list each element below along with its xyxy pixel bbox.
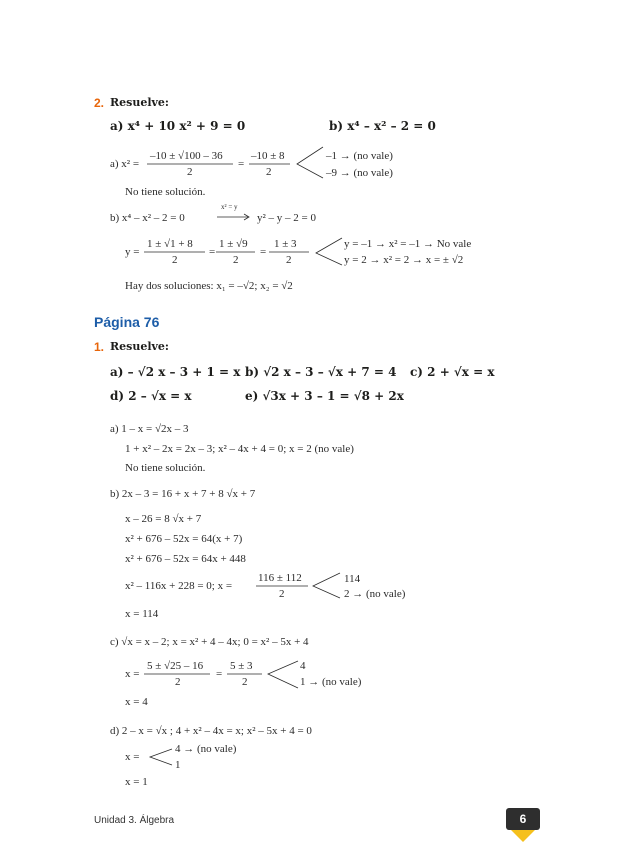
solution-b-line2: y² – y – 2 = 0 bbox=[257, 212, 317, 224]
branch-result: 4 → (no vale) bbox=[175, 743, 237, 755]
solution-b-line2: x – 26 = 8 √x + 7 bbox=[125, 513, 202, 525]
fraction-denominator: 2 bbox=[279, 588, 285, 600]
solution-b-line3: x² + 676 – 52x = 64(x + 7) bbox=[125, 533, 243, 545]
solution-d-result: x = 1 bbox=[125, 776, 148, 788]
solution-d-line1: d) 2 – x = √x ; 4 + x² – 4x = x; x² – 5x + 4 = 0 bbox=[110, 725, 312, 737]
substitution-label: x² = y bbox=[221, 203, 238, 211]
fraction-denominator: 2 bbox=[242, 676, 248, 688]
branch-result: 1 → (no vale) bbox=[300, 676, 362, 688]
equation-d: d) 2 – √x = x bbox=[110, 389, 192, 403]
branch-result: 4 bbox=[300, 660, 306, 672]
solution-c-line1: c) √x = x – 2; x = x² + 4 – 4x; 0 = x² – 5x + 4 bbox=[110, 636, 309, 648]
solution-b-line4: x² + 676 – 52x = 64x + 448 bbox=[125, 553, 246, 565]
solution-a-line1: a) 1 – x = √2x – 3 bbox=[110, 423, 189, 435]
fraction-numerator: 1 ± √1 + 8 bbox=[147, 238, 193, 250]
fraction-numerator: 1 ± √9 bbox=[219, 238, 248, 250]
fraction-numerator: 116 ± 112 bbox=[258, 572, 302, 584]
exercise-title: Resuelve: bbox=[110, 340, 169, 353]
branch-result: y = –1 → x² = –1 → No vale bbox=[344, 238, 472, 250]
variable-x: x = bbox=[125, 751, 140, 763]
fraction-numerator: 5 ± 3 bbox=[230, 660, 253, 672]
solution-b-result: x = 114 bbox=[125, 608, 159, 620]
equation-b: b) x⁴ – x² – 2 = 0 bbox=[329, 119, 436, 133]
solution-b-line5: x² – 116x + 228 = 0; x = bbox=[125, 580, 233, 592]
variable-y: y = bbox=[125, 246, 140, 258]
fraction-numerator: 1 ± 3 bbox=[274, 238, 297, 250]
equals-sign: = bbox=[260, 246, 267, 258]
exercise-title: Resuelve: bbox=[110, 96, 169, 109]
branch-result: –1 → (no vale) bbox=[326, 150, 393, 162]
equals-sign: = bbox=[216, 668, 223, 680]
fraction-numerator: 5 ± √25 – 16 bbox=[147, 660, 204, 672]
fraction-denominator: 2 bbox=[187, 166, 193, 178]
branch-result: 2 → (no vale) bbox=[344, 588, 406, 600]
solution-a-line2: 1 + x² – 2x = 2x – 3; x² – 4x + 4 = 0; x = 2 (no vale) bbox=[125, 443, 354, 455]
solution-b-line1: b) 2x – 3 = 16 + x + 7 + 8 √x + 7 bbox=[110, 488, 256, 500]
branch-result: 1 bbox=[175, 759, 181, 771]
fraction-numerator: –10 ± √100 – 36 bbox=[150, 150, 223, 162]
branch-result: –9 → (no vale) bbox=[326, 167, 393, 179]
branch-result: y = 2 → x² = 2 → x = ± √2 bbox=[344, 254, 464, 266]
no-solution-text: No tiene solución. bbox=[125, 462, 206, 474]
equation-e: e) √3x + 3 – 1 = √8 + 2x bbox=[245, 389, 404, 403]
equals-sign: = bbox=[209, 246, 216, 258]
solution-c-result: x = 4 bbox=[125, 696, 148, 708]
solutions-text: Hay dos soluciones: x₁ = –√2; x₂ = √2 bbox=[125, 280, 293, 292]
equation-a: a) x⁴ + 10 x² + 9 = 0 bbox=[110, 119, 246, 133]
fraction-denominator: 2 bbox=[286, 254, 292, 266]
branch-result: 114 bbox=[344, 573, 361, 585]
fraction-denominator: 2 bbox=[233, 254, 239, 266]
footer-unit: Unidad 3. Álgebra bbox=[94, 815, 175, 826]
fraction-denominator: 2 bbox=[172, 254, 178, 266]
equation-b: b) √2 x – 3 – √x + 7 = 4 bbox=[245, 365, 397, 379]
solution-a-lead: a) x² = bbox=[110, 158, 140, 170]
no-solution-text: No tiene solución. bbox=[125, 186, 206, 198]
equation-a: a) – √2 x – 3 + 1 = x bbox=[110, 365, 241, 379]
fraction-denominator: 2 bbox=[175, 676, 181, 688]
exercise-number: 1. bbox=[94, 340, 105, 354]
page-number: 6 bbox=[519, 812, 527, 826]
variable-x: x = bbox=[125, 668, 140, 680]
equals-sign: = bbox=[238, 158, 245, 170]
solution-b-line: b) x⁴ – x² – 2 = 0 bbox=[110, 212, 185, 224]
page-heading: Página 76 bbox=[94, 314, 160, 330]
equation-c: c) 2 + √x = x bbox=[410, 365, 495, 379]
fraction-numerator: –10 ± 8 bbox=[251, 150, 285, 162]
exercise-number: 2. bbox=[94, 96, 105, 110]
fraction-denominator: 2 bbox=[266, 166, 272, 178]
